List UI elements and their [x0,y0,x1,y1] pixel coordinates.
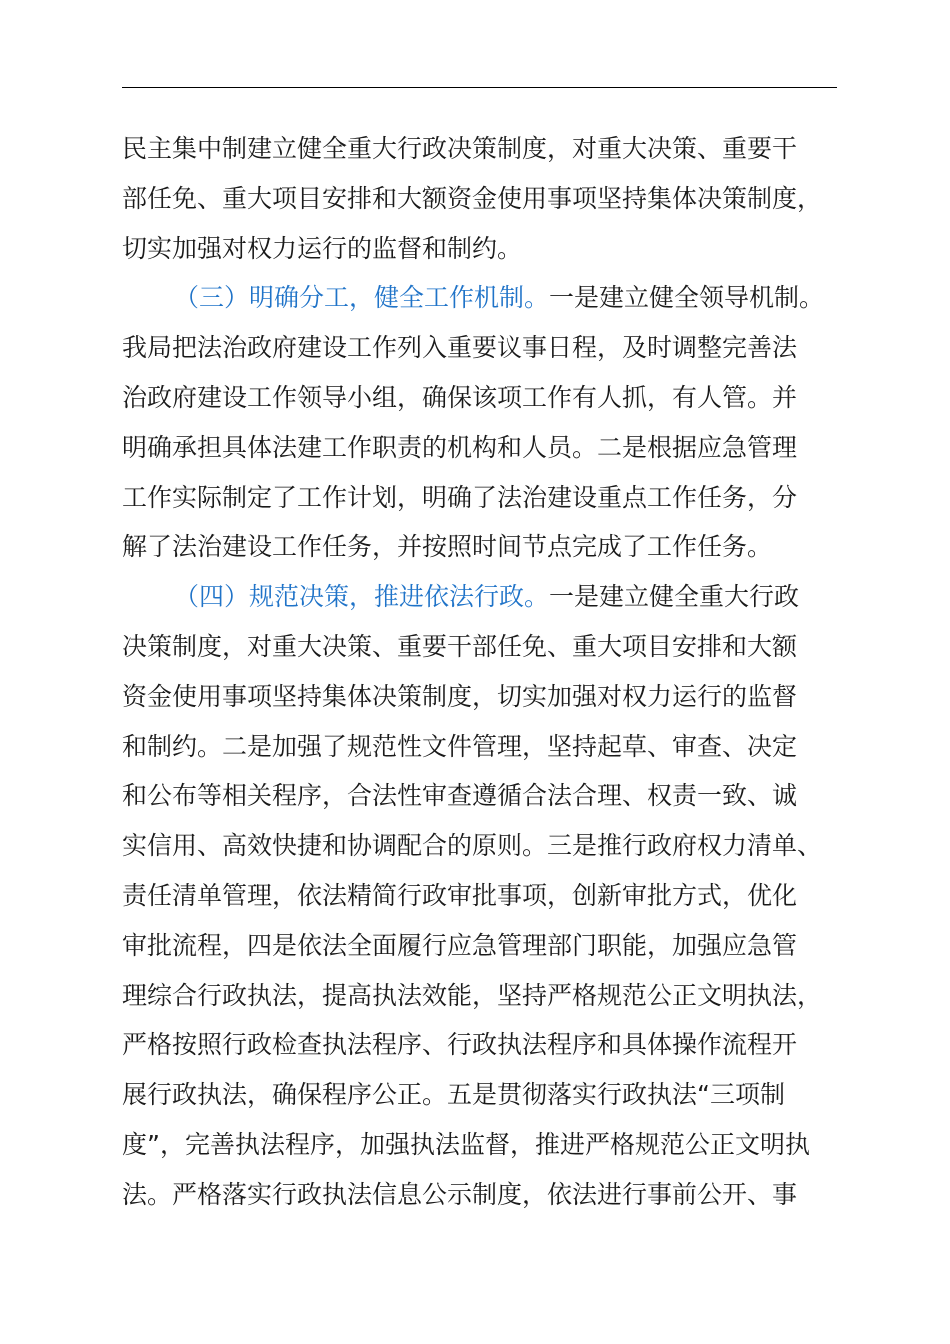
body-text: 工作实际制定了工作计划，明确了法治建设重点工作任务，分 [122,482,798,512]
section-heading: （三）明确分工，健全工作机制。 [174,283,550,313]
section-heading-line [122,273,842,323]
body-text: 决策制度，对重大决策、重要干部任免、重大项目安排和大额 [122,631,798,661]
body-line [122,1120,842,1170]
body-line [122,522,842,572]
section-heading-line [122,572,842,622]
body-text: 实信用、高效快捷和协调配合的原则。三是推行政府权力清单、 [122,831,823,861]
document-body [122,124,842,1220]
section-heading: （四）规范决策，推进依法行政。 [174,582,550,612]
body-text: 我局把法治政府建设工作列入重要议事日程，及时调整完善法 [122,333,798,363]
body-text: 严格按照行政检查执法程序、行政执法程序和具体操作流程开 [122,1030,798,1060]
body-text: 和公布等相关程序，合法性审查遵循合法合理、权责一致、诚 [122,781,798,811]
body-text: 一是建立健全领导机制。 [549,283,825,313]
body-text: 资金使用事项坚持集体决策制度，切实加强对权力运行的监督 [122,681,798,711]
body-text: 一是建立健全重大行政 [549,582,800,612]
body-line [122,771,842,821]
body-text: 度”，完善执法程序，加强执法监督，推进严格规范公正文明执 [122,1129,810,1159]
body-line [122,971,842,1021]
body-text: 民主集中制建立健全重大行政决策制度，对重大决策、重要干 [122,134,798,163]
body-text: 理综合行政执法，提高执法效能，坚持严格规范公正文明执法， [122,980,823,1010]
body-line [122,622,842,672]
body-line [122,124,842,174]
body-line [122,1170,842,1220]
body-text: 治政府建设工作领导小组，确保该项工作有人抓，有人管。并 [122,382,798,412]
body-text: 部任免、重大项目安排和大额资金使用事项坚持集体决策制度， [122,183,823,213]
body-text: 审批流程，四是依法全面履行应急管理部门职能，加强应急管 [122,930,798,960]
body-line [122,1070,842,1120]
body-text: 展行政执法，确保程序公正。五是贯彻落实行政执法“三项制 [122,1080,785,1110]
body-line [122,921,842,971]
header-rule [122,87,837,88]
body-text: 明确承担具体法建工作职责的机构和人员。二是根据应急管理 [122,432,798,462]
body-text: 切实加强对权力运行的监督和制约。 [122,233,523,263]
body-text: 责任清单管理，依法精简行政审批事项，创新审批方式，优化 [122,880,798,910]
body-line [122,871,842,921]
body-line [122,423,842,473]
body-line [122,1020,842,1070]
body-text: 解了法治建设工作任务，并按照时间节点完成了工作任务。 [122,532,773,562]
body-line [122,323,842,373]
body-text: 法。严格落实行政执法信息公示制度，依法进行事前公开、事 [122,1179,798,1209]
body-text: 和制约。二是加强了规范性文件管理，坚持起草、审查、决定 [122,731,798,761]
body-line [122,373,842,423]
body-line [122,722,842,772]
body-line [122,174,842,224]
body-line [122,821,842,871]
body-line [122,473,842,523]
body-line [122,224,842,274]
body-line [122,672,842,722]
